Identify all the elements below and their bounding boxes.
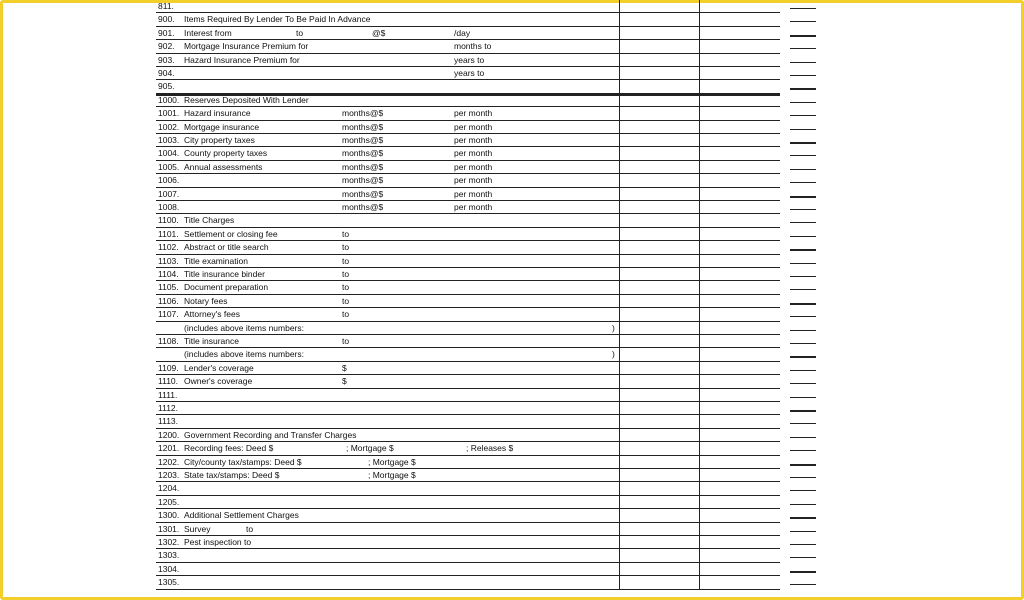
line-1202 [156, 456, 780, 469]
margin-tick [790, 303, 816, 305]
margin-tick [790, 102, 816, 103]
margin-tick [790, 48, 816, 49]
line-text: ; Mortgage $ [346, 443, 394, 454]
line-811 [156, 0, 780, 13]
line-number: 1109. [158, 362, 179, 373]
line-1008 [156, 201, 780, 214]
line-number: 1110. [158, 376, 179, 387]
line-text: per month [454, 108, 493, 119]
line-text: @$ [372, 27, 386, 38]
margin-tick [790, 263, 816, 264]
line-text: /day [454, 27, 471, 38]
line-1204 [156, 482, 780, 495]
line-1101 [156, 228, 780, 241]
margin-tick [790, 289, 816, 290]
line-1113 [156, 415, 780, 428]
line-text: months@$ [342, 121, 384, 132]
line-900 [156, 13, 780, 26]
line-text: Title insurance binder [184, 269, 265, 279]
line-text: per month [454, 148, 493, 159]
line-1111 [156, 389, 780, 402]
line-text: Mortgage Insurance Premium for [184, 41, 309, 52]
line-number: 1101. [158, 228, 179, 239]
margin-tick [790, 397, 816, 398]
line-text: Title examination [184, 255, 248, 266]
margin-tick [790, 343, 816, 344]
margin-tick [790, 249, 816, 251]
line-text: to [342, 228, 350, 239]
line-number: 1104. [158, 269, 179, 279]
margin-tick [790, 88, 816, 90]
line-1001 [156, 107, 780, 120]
line-1205 [156, 496, 780, 509]
line-number: 1302. [158, 537, 180, 547]
line-text: to [342, 336, 350, 346]
line-text: Mortgage insurance [184, 121, 260, 132]
margin-tick [790, 209, 816, 210]
line-text: to [342, 255, 350, 266]
margin-tick [790, 517, 816, 519]
margin-tick [790, 370, 816, 371]
line-note [156, 348, 780, 361]
line-number: 904. [158, 68, 175, 78]
margin-tick [790, 21, 816, 22]
line-number: 1007. [158, 188, 180, 199]
line-text: ) [612, 322, 615, 333]
margin-tick [790, 222, 816, 223]
line-text: Additional Settlement Charges [184, 510, 299, 521]
margin-tick [790, 464, 816, 466]
line-text: ; Mortgage $ [368, 470, 416, 480]
line-text: (includes above items numbers: [184, 349, 305, 360]
line-number: 1108. [158, 336, 179, 346]
line-text: ; Releases $ [466, 443, 514, 454]
line-text: Annual assessments [184, 161, 263, 172]
line-text: $ [342, 376, 347, 387]
line-number: 1005. [158, 161, 180, 172]
line-text: months@$ [342, 202, 384, 212]
line-1105 [156, 281, 780, 294]
line-text: Hazard Insurance Premium for [184, 54, 300, 65]
line-text: Document preparation [184, 282, 269, 293]
line-1103 [156, 255, 780, 268]
line-text: Pest inspection to [184, 537, 252, 547]
line-text: Owner's coverage [184, 376, 253, 387]
line-1000 [156, 94, 780, 107]
line-text: (includes above items numbers: [184, 322, 305, 333]
line-number: 1002. [158, 121, 180, 132]
margin-tick [790, 316, 816, 317]
line-text: to [246, 523, 254, 534]
line-1200 [156, 429, 780, 442]
line-number: 905. [158, 81, 175, 92]
line-1304 [156, 563, 780, 576]
margin-tick [790, 142, 816, 144]
line-number: 902. [158, 41, 175, 52]
margin-tick [790, 169, 816, 170]
margin-tick [790, 544, 816, 545]
line-text: per month [454, 188, 493, 199]
margin-tick [790, 75, 816, 76]
line-1303 [156, 549, 780, 562]
line-text: years to [454, 54, 485, 65]
margin-tick [790, 531, 816, 532]
line-number: 1102. [158, 242, 179, 253]
margin-tick [790, 504, 816, 505]
line-number: 901. [158, 27, 175, 38]
line-text: years to [454, 68, 485, 78]
line-902 [156, 40, 780, 53]
line-1007 [156, 188, 780, 201]
margin-tick [790, 155, 816, 156]
line-number: 1202. [158, 456, 180, 467]
line-1106 [156, 295, 780, 308]
margin-tick [790, 182, 816, 183]
line-text: per month [454, 175, 493, 186]
line-text: Title insurance [184, 336, 239, 346]
line-text: months@$ [342, 175, 384, 186]
line-1110 [156, 375, 780, 388]
line-number: 1204. [158, 483, 180, 494]
margin-tick [790, 129, 816, 130]
line-number: 1304. [158, 563, 180, 574]
line-number: 900. [158, 14, 175, 25]
line-text: ) [612, 349, 615, 360]
line-text: Recording fees: Deed $ [184, 443, 274, 454]
line-number: 1008. [158, 202, 180, 212]
line-901 [156, 27, 780, 40]
line-text: City property taxes [184, 135, 255, 145]
margin-tick [790, 571, 816, 573]
line-number: 1106. [158, 295, 179, 306]
line-text: months@$ [342, 108, 384, 119]
margin-tick [790, 383, 816, 384]
line-number: 1105. [158, 282, 179, 293]
line-text: Hazard insurance [184, 108, 251, 119]
line-number: 1000. [158, 94, 180, 105]
line-text: to [342, 295, 350, 306]
line-903 [156, 54, 780, 67]
line-number: 1103. [158, 255, 179, 266]
line-number: 1100. [158, 215, 179, 226]
line-text: per month [454, 135, 493, 145]
margin-tick [790, 437, 816, 438]
line-text: Title Charges [184, 215, 235, 226]
line-number: 1301. [158, 523, 180, 534]
line-905 [156, 80, 780, 93]
line-number: 1113. [158, 416, 179, 427]
line-note [156, 322, 780, 335]
line-1100 [156, 214, 780, 227]
line-text: City/county tax/stamps: Deed $ [184, 456, 302, 467]
margin-tick [790, 450, 816, 451]
line-number: 1006. [158, 175, 180, 186]
line-text: Items Required By Lender To Be Paid In Advance [184, 14, 371, 25]
line-text: ; Mortgage $ [368, 456, 416, 467]
line-text: Interest from [184, 27, 232, 38]
line-1104 [156, 268, 780, 281]
line-1301 [156, 523, 780, 536]
margin-tick [790, 8, 816, 9]
row-rule [156, 589, 780, 590]
margin-tick [790, 196, 816, 198]
line-number: 1203. [158, 470, 180, 480]
margin-tick [790, 236, 816, 237]
line-text: Government Recording and Transfer Charges [184, 429, 357, 440]
line-number: 1201. [158, 443, 180, 454]
line-text: per month [454, 161, 493, 172]
line-number: 1001. [158, 108, 180, 119]
line-number: 1305. [158, 577, 180, 588]
line-number: 1004. [158, 148, 180, 159]
margin-tick [790, 477, 816, 478]
line-number: 1200. [158, 429, 180, 440]
line-number: 1111. [158, 389, 178, 400]
line-text: Notary fees [184, 295, 228, 306]
margin-tick [790, 330, 816, 331]
line-1300 [156, 509, 780, 522]
line-text: to [342, 309, 350, 320]
margin-tick [790, 115, 816, 116]
line-text: Abstract or title search [184, 242, 269, 253]
line-1004 [156, 147, 780, 160]
line-text: months@$ [342, 148, 384, 159]
margin-tick [790, 410, 816, 412]
line-1102 [156, 241, 780, 254]
line-1002 [156, 121, 780, 134]
line-1203 [156, 469, 780, 482]
line-text: to [342, 282, 350, 293]
line-1305 [156, 576, 780, 589]
line-number: 1107. [158, 309, 179, 320]
line-1112 [156, 402, 780, 415]
line-1302 [156, 536, 780, 549]
margin-tick [790, 490, 816, 491]
line-text: Reserves Deposited With Lender [184, 94, 309, 105]
line-number: 811. [158, 1, 174, 11]
margin-tick [790, 584, 816, 585]
line-1005 [156, 161, 780, 174]
line-text: Settlement or closing fee [184, 228, 278, 239]
line-1109 [156, 362, 780, 375]
margin-tick [790, 557, 816, 558]
line-text: per month [454, 121, 493, 132]
line-number: 1003. [158, 135, 180, 145]
line-1201 [156, 442, 780, 455]
line-text: months@$ [342, 135, 384, 145]
line-text: Attorney's fees [184, 309, 240, 320]
line-number: 903. [158, 54, 175, 65]
line-number: 1303. [158, 550, 180, 561]
line-1003 [156, 134, 780, 147]
line-text: to [342, 269, 350, 279]
line-text: County property taxes [184, 148, 268, 159]
line-text: per month [454, 202, 493, 212]
line-1006 [156, 174, 780, 187]
line-text: $ [342, 362, 347, 373]
line-904 [156, 67, 780, 80]
line-text: Lender's coverage [184, 362, 254, 373]
line-text: months@$ [342, 161, 384, 172]
margin-tick [790, 62, 816, 63]
line-number: 1300. [158, 510, 180, 521]
margin-tick [790, 423, 816, 424]
margin-tick [790, 35, 816, 37]
margin-tick [790, 276, 816, 277]
line-1107 [156, 308, 780, 321]
line-text: to [342, 242, 350, 253]
line-text: to [296, 27, 304, 38]
line-text: months to [454, 41, 492, 52]
line-number: 1205. [158, 496, 180, 507]
margin-tick [790, 356, 816, 358]
line-text: months@$ [342, 188, 384, 199]
line-text: Survey [184, 523, 211, 534]
line-text: State tax/stamps: Deed $ [184, 470, 280, 480]
line-number: 1112. [158, 403, 179, 413]
line-1108 [156, 335, 780, 348]
